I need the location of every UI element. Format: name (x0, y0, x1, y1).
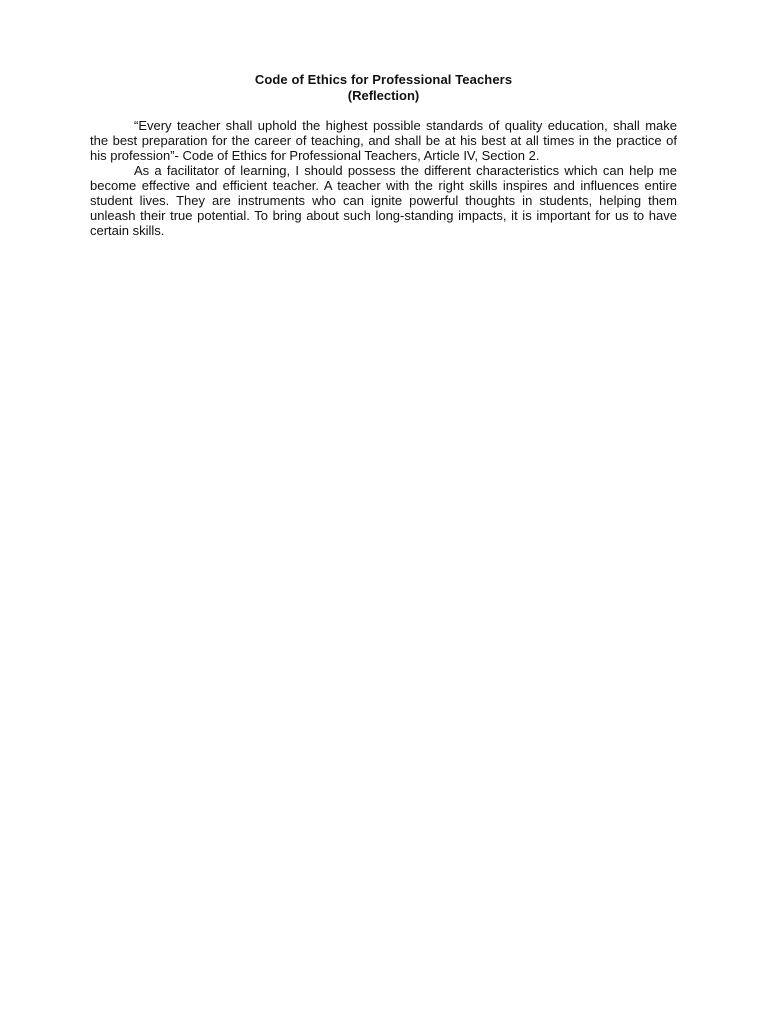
document-title: Code of Ethics for Professional Teachers (254, 72, 513, 87)
document-body (90, 72, 677, 238)
paragraph-quote: “Every teacher shall uphold the highest possible standards of quality education, shall make the best preparation for the career of teaching, and shall be at his best at all times in the practice of his profession”- Code of Ethics for Professional Teachers, Article IV, Section 2. (90, 118, 677, 163)
paragraph-reflection: As a facilitator of learning, I should possess the different characteristics which can help me become effective and efficient teacher. A teacher with the right skills inspires and influences entire student lives. They are instruments who can ignite powerful thoughts in students, helping them unleash their true potential. To bring about such long-standing impacts, it is important for us to have certain skills. (90, 163, 677, 238)
document-subtitle: (Reflection) (347, 88, 420, 103)
